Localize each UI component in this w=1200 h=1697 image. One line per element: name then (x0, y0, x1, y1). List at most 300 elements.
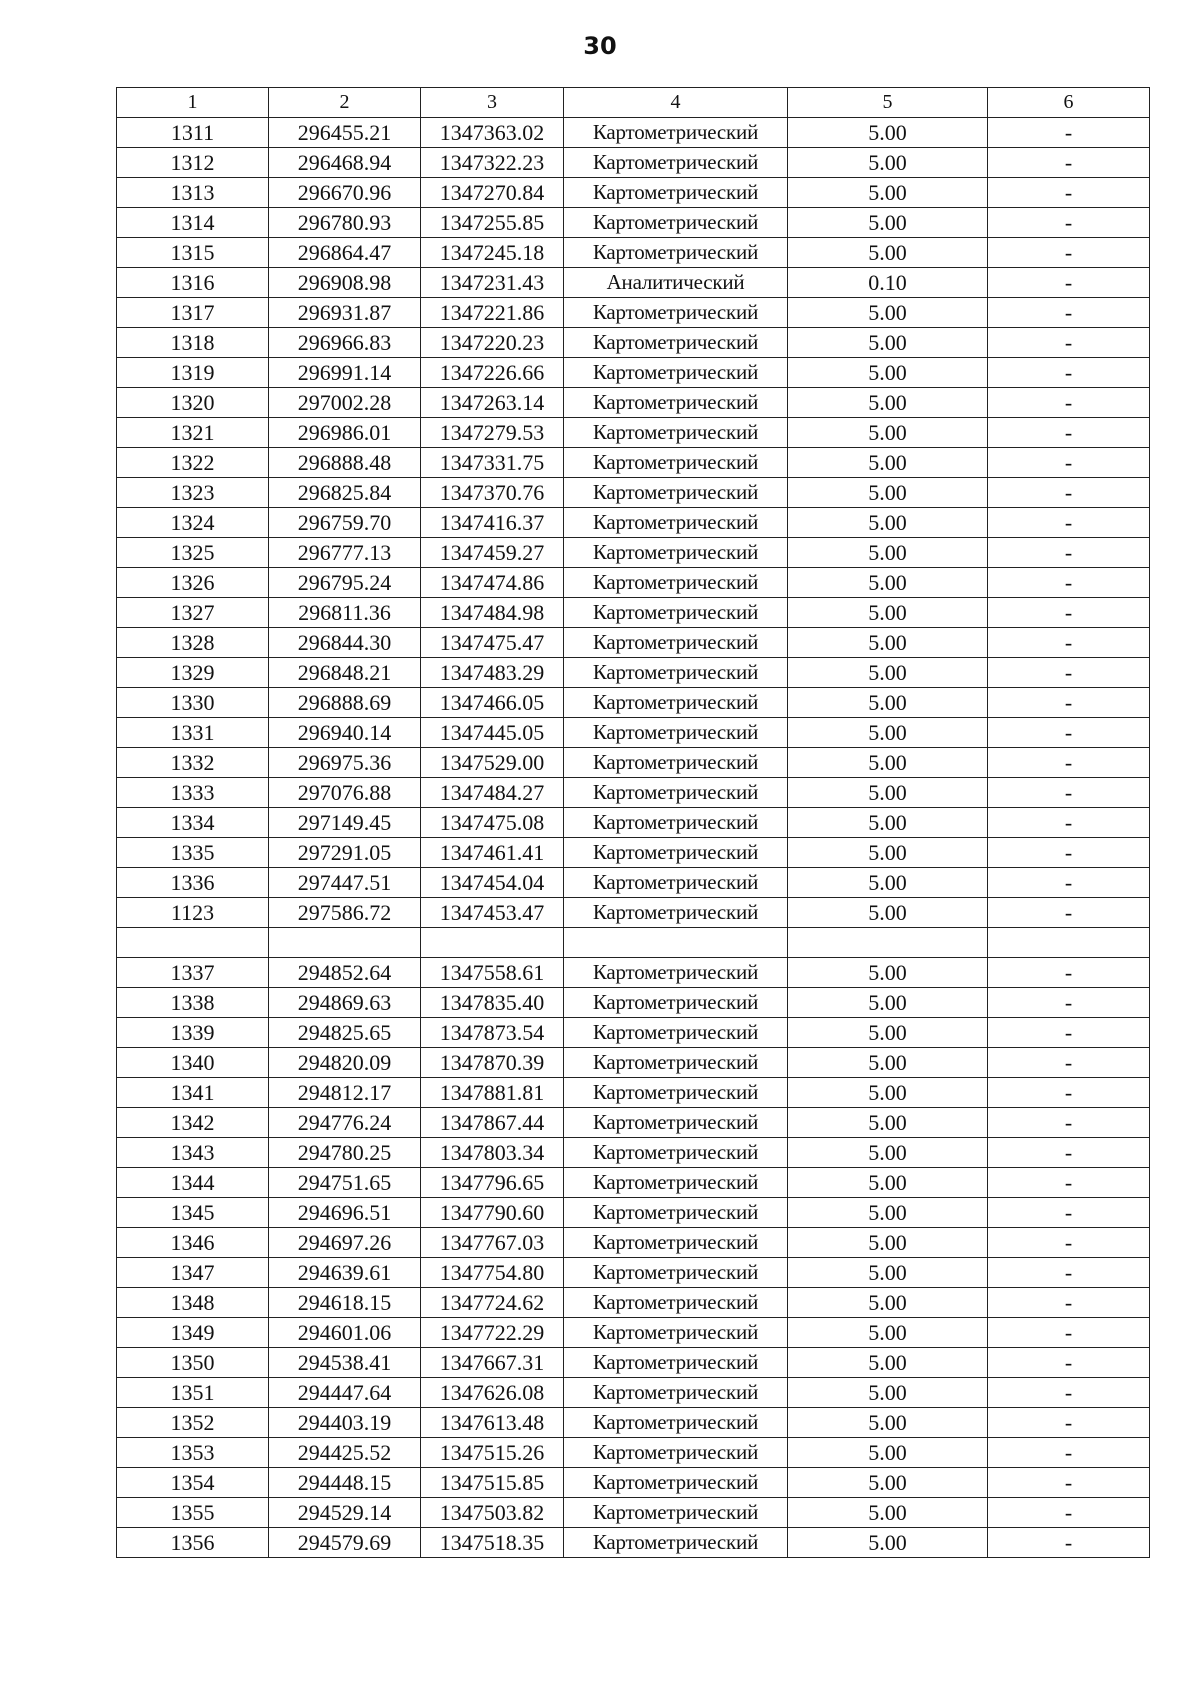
accuracy-cell: 5.00 (788, 1378, 988, 1408)
y-coordinate-cell: 1347529.00 (421, 748, 564, 778)
method-cell: Картометрический (564, 658, 788, 688)
y-coordinate-cell: 1347613.48 (421, 1408, 564, 1438)
table-row (117, 448, 1150, 478)
point-number-cell: 1319 (117, 358, 269, 388)
table-row (117, 1138, 1150, 1168)
x-coordinate-cell: 294403.19 (269, 1408, 421, 1438)
y-coordinate-cell: 1347835.40 (421, 988, 564, 1018)
table-row (117, 1258, 1150, 1288)
column-header-6: 6 (988, 88, 1150, 118)
y-coordinate-cell: 1347518.35 (421, 1528, 564, 1558)
table-row (117, 988, 1150, 1018)
y-coordinate-cell: 1347459.27 (421, 538, 564, 568)
point-number-cell: 1340 (117, 1048, 269, 1078)
table-row (117, 208, 1150, 238)
point-number-cell: 1320 (117, 388, 269, 418)
point-number-cell: 1321 (117, 418, 269, 448)
note-cell: - (988, 1228, 1150, 1258)
method-cell: Картометрический (564, 148, 788, 178)
method-cell: Картометрический (564, 418, 788, 448)
x-coordinate-cell: 297291.05 (269, 838, 421, 868)
point-number-cell: 1326 (117, 568, 269, 598)
y-coordinate-cell: 1347870.39 (421, 1048, 564, 1078)
note-cell: - (988, 1048, 1150, 1078)
x-coordinate-cell: 294812.17 (269, 1078, 421, 1108)
note-cell: - (988, 1378, 1150, 1408)
table-row (117, 508, 1150, 538)
note-cell: - (988, 868, 1150, 898)
y-coordinate-cell: 1347231.43 (421, 268, 564, 298)
y-coordinate-cell: 1347226.66 (421, 358, 564, 388)
table-row (117, 868, 1150, 898)
note-cell: - (988, 1318, 1150, 1348)
point-number-cell: 1338 (117, 988, 269, 1018)
method-cell: Картометрический (564, 598, 788, 628)
accuracy-cell: 5.00 (788, 1078, 988, 1108)
accuracy-cell: 5.00 (788, 568, 988, 598)
table-row (117, 1048, 1150, 1078)
table-row (117, 388, 1150, 418)
table-row (117, 178, 1150, 208)
y-coordinate-cell: 1347484.27 (421, 778, 564, 808)
point-number-cell: 1354 (117, 1468, 269, 1498)
method-cell: Картометрический (564, 328, 788, 358)
accuracy-cell: 5.00 (788, 838, 988, 868)
point-number-cell: 1330 (117, 688, 269, 718)
table-row (117, 148, 1150, 178)
note-cell: - (988, 748, 1150, 778)
method-cell: Картометрический (564, 1378, 788, 1408)
note-cell: - (988, 328, 1150, 358)
point-number-cell: 1349 (117, 1318, 269, 1348)
x-coordinate-cell: 294448.15 (269, 1468, 421, 1498)
x-coordinate-cell: 294601.06 (269, 1318, 421, 1348)
note-cell: - (988, 1078, 1150, 1108)
point-number-cell: 1315 (117, 238, 269, 268)
method-cell: Картометрический (564, 898, 788, 928)
point-number-cell: 1342 (117, 1108, 269, 1138)
note-cell: - (988, 148, 1150, 178)
table-row (117, 238, 1150, 268)
y-coordinate-cell: 1347279.53 (421, 418, 564, 448)
note-cell: - (988, 658, 1150, 688)
accuracy-cell: 5.00 (788, 718, 988, 748)
method-cell: Картометрический (564, 448, 788, 478)
x-coordinate-cell: 296931.87 (269, 298, 421, 328)
point-number-cell: 1311 (117, 118, 269, 148)
method-cell: Картометрический (564, 508, 788, 538)
method-cell: Картометрический (564, 778, 788, 808)
accuracy-cell: 5.00 (788, 118, 988, 148)
point-number-cell: 1123 (117, 898, 269, 928)
y-coordinate-cell: 1347454.04 (421, 868, 564, 898)
point-number-cell: 1325 (117, 538, 269, 568)
y-coordinate-cell: 1347873.54 (421, 1018, 564, 1048)
table-row (117, 838, 1150, 868)
method-cell: Аналитический (564, 268, 788, 298)
x-coordinate-cell: 294780.25 (269, 1138, 421, 1168)
table-row (117, 568, 1150, 598)
table-row (117, 298, 1150, 328)
note-cell: - (988, 688, 1150, 718)
point-number-cell: 1345 (117, 1198, 269, 1228)
method-cell: Картометрический (564, 1228, 788, 1258)
note-cell: - (988, 388, 1150, 418)
accuracy-cell: 5.00 (788, 958, 988, 988)
x-coordinate-cell: 294825.65 (269, 1018, 421, 1048)
x-coordinate-cell: 294618.15 (269, 1288, 421, 1318)
accuracy-cell: 5.00 (788, 898, 988, 928)
y-coordinate-cell: 1347515.26 (421, 1438, 564, 1468)
x-coordinate-cell: 294639.61 (269, 1258, 421, 1288)
method-cell (564, 928, 788, 958)
x-coordinate-cell: 297002.28 (269, 388, 421, 418)
method-cell: Картометрический (564, 718, 788, 748)
table-row (117, 1498, 1150, 1528)
point-number-cell: 1339 (117, 1018, 269, 1048)
point-number-cell: 1327 (117, 598, 269, 628)
y-coordinate-cell: 1347466.05 (421, 688, 564, 718)
y-coordinate-cell: 1347722.29 (421, 1318, 564, 1348)
accuracy-cell: 5.00 (788, 1288, 988, 1318)
point-number-cell: 1351 (117, 1378, 269, 1408)
y-coordinate-cell: 1347767.03 (421, 1228, 564, 1258)
table-row (117, 358, 1150, 388)
point-number-cell: 1348 (117, 1288, 269, 1318)
point-number-cell: 1329 (117, 658, 269, 688)
note-cell: - (988, 838, 1150, 868)
method-cell: Картометрический (564, 688, 788, 718)
table-row (117, 1078, 1150, 1108)
y-coordinate-cell: 1347515.85 (421, 1468, 564, 1498)
y-coordinate-cell: 1347790.60 (421, 1198, 564, 1228)
method-cell: Картометрический (564, 1258, 788, 1288)
accuracy-cell: 5.00 (788, 388, 988, 418)
accuracy-cell: 5.00 (788, 1108, 988, 1138)
table-body (117, 118, 1150, 1558)
table-row (117, 418, 1150, 448)
method-cell: Картометрический (564, 868, 788, 898)
table-row (117, 328, 1150, 358)
method-cell: Картометрический (564, 988, 788, 1018)
note-cell: - (988, 478, 1150, 508)
y-coordinate-cell: 1347881.81 (421, 1078, 564, 1108)
accuracy-cell: 5.00 (788, 1228, 988, 1258)
point-number-cell: 1318 (117, 328, 269, 358)
point-number-cell: 1324 (117, 508, 269, 538)
accuracy-cell: 5.00 (788, 358, 988, 388)
x-coordinate-cell: 294696.51 (269, 1198, 421, 1228)
y-coordinate-cell: 1347484.98 (421, 598, 564, 628)
x-coordinate-cell: 294869.63 (269, 988, 421, 1018)
y-coordinate-cell: 1347445.05 (421, 718, 564, 748)
y-coordinate-cell: 1347270.84 (421, 178, 564, 208)
note-cell: - (988, 1528, 1150, 1558)
method-cell: Картометрический (564, 568, 788, 598)
x-coordinate-cell: 296455.21 (269, 118, 421, 148)
x-coordinate-cell (269, 928, 421, 958)
column-header-1: 1 (117, 88, 269, 118)
x-coordinate-cell: 296780.93 (269, 208, 421, 238)
x-coordinate-cell: 296888.48 (269, 448, 421, 478)
accuracy-cell: 5.00 (788, 298, 988, 328)
x-coordinate-cell: 296966.83 (269, 328, 421, 358)
table-row (117, 1168, 1150, 1198)
accuracy-cell: 5.00 (788, 178, 988, 208)
point-number-cell: 1333 (117, 778, 269, 808)
column-header-5: 5 (788, 88, 988, 118)
note-cell: - (988, 1198, 1150, 1228)
x-coordinate-cell: 296991.14 (269, 358, 421, 388)
table-row (117, 1468, 1150, 1498)
table-row (117, 898, 1150, 928)
accuracy-cell: 5.00 (788, 1528, 988, 1558)
y-coordinate-cell (421, 928, 564, 958)
note-cell: - (988, 778, 1150, 808)
y-coordinate-cell: 1347483.29 (421, 658, 564, 688)
y-coordinate-cell: 1347724.62 (421, 1288, 564, 1318)
y-coordinate-cell: 1347416.37 (421, 508, 564, 538)
accuracy-cell: 5.00 (788, 508, 988, 538)
x-coordinate-cell: 296670.96 (269, 178, 421, 208)
table-row (117, 118, 1150, 148)
table-row (117, 1378, 1150, 1408)
accuracy-cell: 5.00 (788, 688, 988, 718)
coordinates-table (116, 87, 1150, 1558)
method-cell: Картометрический (564, 838, 788, 868)
y-coordinate-cell: 1347867.44 (421, 1108, 564, 1138)
y-coordinate-cell: 1347803.34 (421, 1138, 564, 1168)
column-header-2: 2 (269, 88, 421, 118)
table-row (117, 718, 1150, 748)
accuracy-cell: 5.00 (788, 478, 988, 508)
x-coordinate-cell: 294697.26 (269, 1228, 421, 1258)
y-coordinate-cell: 1347461.41 (421, 838, 564, 868)
accuracy-cell: 5.00 (788, 1498, 988, 1528)
y-coordinate-cell: 1347796.65 (421, 1168, 564, 1198)
point-number-cell: 1355 (117, 1498, 269, 1528)
method-cell: Картометрический (564, 808, 788, 838)
x-coordinate-cell: 296759.70 (269, 508, 421, 538)
point-number-cell: 1336 (117, 868, 269, 898)
accuracy-cell: 5.00 (788, 748, 988, 778)
y-coordinate-cell: 1347754.80 (421, 1258, 564, 1288)
method-cell: Картометрический (564, 1408, 788, 1438)
method-cell: Картометрический (564, 1348, 788, 1378)
y-coordinate-cell: 1347475.47 (421, 628, 564, 658)
method-cell: Картометрический (564, 1108, 788, 1138)
point-number-cell: 1323 (117, 478, 269, 508)
point-number-cell: 1322 (117, 448, 269, 478)
note-cell: - (988, 1408, 1150, 1438)
point-number-cell: 1317 (117, 298, 269, 328)
note-cell: - (988, 538, 1150, 568)
table-row (117, 748, 1150, 778)
method-cell: Картометрический (564, 1288, 788, 1318)
y-coordinate-cell: 1347363.02 (421, 118, 564, 148)
x-coordinate-cell: 296848.21 (269, 658, 421, 688)
y-coordinate-cell: 1347558.61 (421, 958, 564, 988)
point-number-cell: 1312 (117, 148, 269, 178)
point-number-cell: 1341 (117, 1078, 269, 1108)
table-row (117, 688, 1150, 718)
accuracy-cell: 5.00 (788, 1198, 988, 1228)
x-coordinate-cell: 296908.98 (269, 268, 421, 298)
note-cell: - (988, 118, 1150, 148)
x-coordinate-cell: 296844.30 (269, 628, 421, 658)
x-coordinate-cell: 297447.51 (269, 868, 421, 898)
note-cell: - (988, 1138, 1150, 1168)
table-row (117, 808, 1150, 838)
x-coordinate-cell: 296811.36 (269, 598, 421, 628)
y-coordinate-cell: 1347370.76 (421, 478, 564, 508)
table-row (117, 778, 1150, 808)
method-cell: Картометрический (564, 1018, 788, 1048)
table-header-row (117, 88, 1150, 118)
accuracy-cell: 5.00 (788, 1258, 988, 1288)
accuracy-cell: 5.00 (788, 628, 988, 658)
y-coordinate-cell: 1347331.75 (421, 448, 564, 478)
note-cell: - (988, 1288, 1150, 1318)
table-row (117, 1348, 1150, 1378)
point-number-cell: 1344 (117, 1168, 269, 1198)
note-cell: - (988, 208, 1150, 238)
x-coordinate-cell: 294447.64 (269, 1378, 421, 1408)
page-number: 30 (583, 32, 617, 60)
point-number-cell: 1356 (117, 1528, 269, 1558)
accuracy-cell: 5.00 (788, 808, 988, 838)
accuracy-cell: 5.00 (788, 148, 988, 178)
method-cell: Картометрический (564, 748, 788, 778)
point-number-cell: 1350 (117, 1348, 269, 1378)
column-header-4: 4 (564, 88, 788, 118)
method-cell: Картометрический (564, 1498, 788, 1528)
note-cell: - (988, 1348, 1150, 1378)
method-cell: Картометрический (564, 1528, 788, 1558)
accuracy-cell: 5.00 (788, 778, 988, 808)
x-coordinate-cell: 294776.24 (269, 1108, 421, 1138)
point-number-cell: 1334 (117, 808, 269, 838)
y-coordinate-cell: 1347221.86 (421, 298, 564, 328)
x-coordinate-cell: 294425.52 (269, 1438, 421, 1468)
point-number-cell: 1343 (117, 1138, 269, 1168)
table-row (117, 1018, 1150, 1048)
accuracy-cell: 5.00 (788, 988, 988, 1018)
method-cell: Картометрический (564, 1438, 788, 1468)
accuracy-cell: 5.00 (788, 868, 988, 898)
method-cell: Картометрический (564, 358, 788, 388)
x-coordinate-cell: 294820.09 (269, 1048, 421, 1078)
note-cell: - (988, 268, 1150, 298)
table-row (117, 1288, 1150, 1318)
table-row (117, 268, 1150, 298)
note-cell: - (988, 808, 1150, 838)
accuracy-cell: 5.00 (788, 1138, 988, 1168)
x-coordinate-cell: 296825.84 (269, 478, 421, 508)
method-cell: Картометрический (564, 1168, 788, 1198)
note-cell: - (988, 298, 1150, 328)
y-coordinate-cell: 1347503.82 (421, 1498, 564, 1528)
method-cell: Картометрический (564, 1318, 788, 1348)
x-coordinate-cell: 294751.65 (269, 1168, 421, 1198)
x-coordinate-cell: 296777.13 (269, 538, 421, 568)
x-coordinate-cell: 296864.47 (269, 238, 421, 268)
point-number-cell: 1316 (117, 268, 269, 298)
x-coordinate-cell: 297586.72 (269, 898, 421, 928)
table-row (117, 1318, 1150, 1348)
accuracy-cell: 5.00 (788, 208, 988, 238)
x-coordinate-cell: 297076.88 (269, 778, 421, 808)
y-coordinate-cell: 1347626.08 (421, 1378, 564, 1408)
note-cell: - (988, 1498, 1150, 1528)
column-header-3: 3 (421, 88, 564, 118)
point-number-cell (117, 928, 269, 958)
accuracy-cell: 5.00 (788, 538, 988, 568)
y-coordinate-cell: 1347245.18 (421, 238, 564, 268)
point-number-cell: 1314 (117, 208, 269, 238)
note-cell: - (988, 508, 1150, 538)
table-row (117, 1528, 1150, 1558)
y-coordinate-cell: 1347220.23 (421, 328, 564, 358)
note-cell: - (988, 1018, 1150, 1048)
accuracy-cell: 5.00 (788, 238, 988, 268)
note-cell (988, 928, 1150, 958)
x-coordinate-cell: 294538.41 (269, 1348, 421, 1378)
accuracy-cell: 0.10 (788, 268, 988, 298)
point-number-cell: 1352 (117, 1408, 269, 1438)
table-row (117, 1198, 1150, 1228)
y-coordinate-cell: 1347474.86 (421, 568, 564, 598)
x-coordinate-cell: 294579.69 (269, 1528, 421, 1558)
accuracy-cell: 5.00 (788, 1408, 988, 1438)
accuracy-cell: 5.00 (788, 598, 988, 628)
method-cell: Картометрический (564, 628, 788, 658)
x-coordinate-cell: 294529.14 (269, 1498, 421, 1528)
x-coordinate-cell: 296468.94 (269, 148, 421, 178)
note-cell: - (988, 178, 1150, 208)
point-number-cell: 1328 (117, 628, 269, 658)
y-coordinate-cell: 1347263.14 (421, 388, 564, 418)
table-row (117, 478, 1150, 508)
note-cell: - (988, 1108, 1150, 1138)
point-number-cell: 1313 (117, 178, 269, 208)
accuracy-cell: 5.00 (788, 658, 988, 688)
table-row (117, 1108, 1150, 1138)
y-coordinate-cell: 1347667.31 (421, 1348, 564, 1378)
method-cell: Картометрический (564, 538, 788, 568)
method-cell: Картометрический (564, 298, 788, 328)
accuracy-cell: 5.00 (788, 1468, 988, 1498)
table-row (117, 538, 1150, 568)
table-row (117, 958, 1150, 988)
accuracy-cell: 5.00 (788, 328, 988, 358)
point-number-cell: 1331 (117, 718, 269, 748)
accuracy-cell (788, 928, 988, 958)
note-cell: - (988, 238, 1150, 268)
point-number-cell: 1337 (117, 958, 269, 988)
method-cell: Картометрический (564, 208, 788, 238)
method-cell: Картометрический (564, 1198, 788, 1228)
method-cell: Картометрический (564, 958, 788, 988)
note-cell: - (988, 1468, 1150, 1498)
y-coordinate-cell: 1347453.47 (421, 898, 564, 928)
method-cell: Картометрический (564, 238, 788, 268)
method-cell: Картометрический (564, 388, 788, 418)
note-cell: - (988, 568, 1150, 598)
note-cell: - (988, 898, 1150, 928)
accuracy-cell: 5.00 (788, 418, 988, 448)
note-cell: - (988, 1168, 1150, 1198)
